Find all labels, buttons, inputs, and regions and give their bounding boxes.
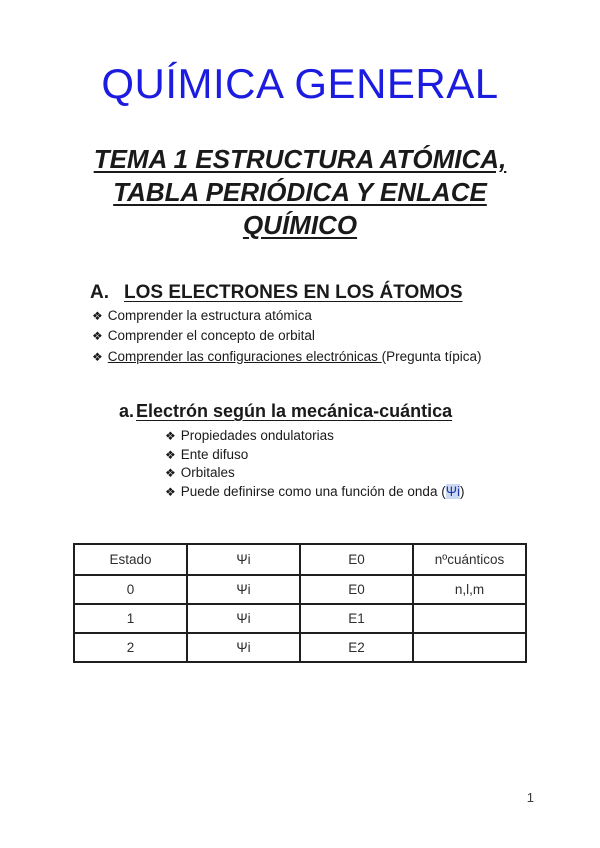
diamond-bullet-icon: ❖ bbox=[165, 484, 176, 499]
table-header-cell: Estado bbox=[74, 544, 187, 575]
table-cell: n,l,m bbox=[413, 575, 526, 604]
table-header-cell: nºcuánticos bbox=[413, 544, 526, 575]
subsection-index: a. bbox=[119, 401, 135, 421]
subsection-heading-text: Electrón según la mecánica-cuántica bbox=[136, 401, 453, 421]
bullet-text: Orbitales bbox=[180, 465, 235, 481]
table-row bbox=[74, 604, 526, 633]
table-cell: Ψi bbox=[187, 604, 300, 633]
table-cell bbox=[413, 633, 526, 662]
page-number: 1 bbox=[526, 790, 534, 805]
table-row bbox=[74, 633, 526, 662]
diamond-bullet-icon: ❖ bbox=[165, 466, 176, 481]
subsection-a-heading bbox=[119, 400, 452, 423]
bullet-item bbox=[165, 446, 464, 465]
bullet-text: (Pregunta típica) bbox=[381, 348, 482, 364]
diamond-bullet-icon: ❖ bbox=[92, 349, 103, 364]
bullet-text: ) bbox=[459, 483, 465, 499]
bullet-item bbox=[165, 483, 464, 502]
table-header-cell: E0 bbox=[300, 544, 413, 575]
diamond-bullet-icon: ❖ bbox=[165, 429, 176, 443]
states-wavefunction-table bbox=[73, 543, 527, 663]
diamond-bullet-icon: ❖ bbox=[92, 329, 103, 344]
bullet-item bbox=[165, 464, 464, 483]
document-subtitle bbox=[0, 143, 600, 242]
subsection-a-bullet-list bbox=[165, 427, 464, 501]
table-cell: 2 bbox=[74, 633, 187, 662]
table-cell: E2 bbox=[300, 633, 413, 662]
subtitle-line: TABLA PERIÓDICA Y ENLACE bbox=[113, 177, 487, 207]
table-cell: 0 bbox=[74, 575, 187, 604]
table-cell: E0 bbox=[300, 575, 413, 604]
table-header-cell: Ψi bbox=[187, 544, 300, 575]
table-header-row bbox=[74, 544, 526, 575]
section-index: A. bbox=[90, 282, 109, 303]
bullet-text: Comprender el concepto de orbital bbox=[107, 328, 315, 344]
bullet-item bbox=[92, 306, 481, 326]
table-cell: Ψi bbox=[187, 633, 300, 662]
section-heading-text: LOS ELECTRONES EN LOS ÁTOMOS bbox=[124, 282, 463, 303]
table-cell bbox=[413, 604, 526, 633]
table-cell: 1 bbox=[74, 604, 187, 633]
bullet-text: Ente difuso bbox=[180, 446, 249, 462]
section-a-bullet-list bbox=[92, 306, 481, 367]
bullet-text: Propiedades ondulatorias bbox=[180, 428, 334, 443]
bullet-item bbox=[92, 347, 481, 367]
bullet-text: Comprender la estructura atómica bbox=[107, 308, 312, 323]
bullet-text-underlined: Comprender las configuraciones electrónicas bbox=[107, 348, 382, 364]
diamond-bullet-icon: ❖ bbox=[92, 309, 103, 323]
diamond-bullet-icon: ❖ bbox=[165, 447, 176, 462]
bullet-item bbox=[92, 326, 481, 346]
document-title: QUÍMICA GENERAL bbox=[101, 60, 499, 107]
table-cell: E1 bbox=[300, 604, 413, 633]
table-row bbox=[74, 575, 526, 604]
bullet-item bbox=[165, 427, 464, 446]
psi-wave-function-highlight: Ψi bbox=[445, 483, 460, 499]
section-a-heading bbox=[90, 281, 463, 305]
subtitle-line: TEMA 1 ESTRUCTURA ATÓMICA, bbox=[93, 144, 507, 174]
subtitle-line: QUÍMICO bbox=[242, 210, 358, 240]
table-cell: Ψi bbox=[187, 575, 300, 604]
bullet-text: Puede definirse como una función de onda ( bbox=[180, 483, 446, 499]
